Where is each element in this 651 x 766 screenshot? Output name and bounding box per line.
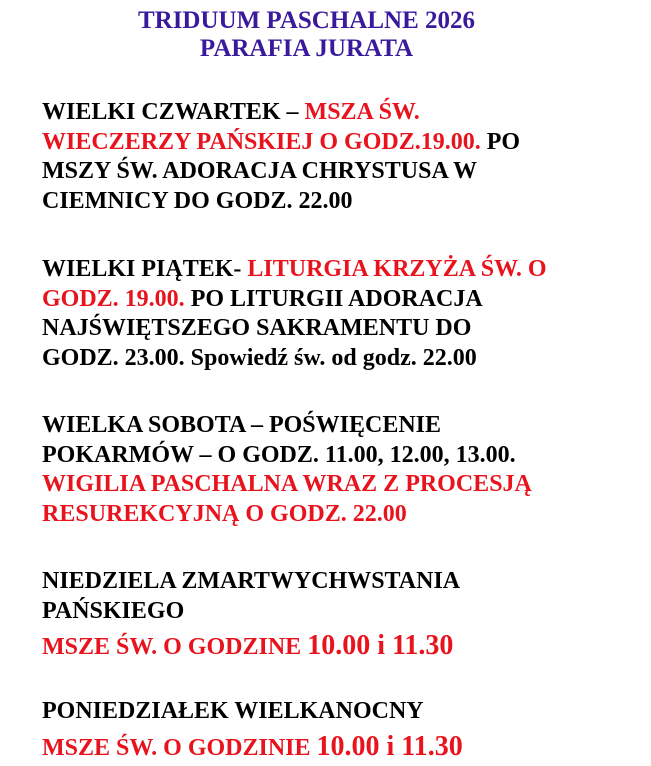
sunday-mass-label: MSZE ŚW. O GODZINE (42, 634, 308, 660)
thursday-line-2 (42, 128, 642, 158)
good-friday-section (42, 255, 642, 373)
thursday-line-4: CIEMNICY DO GODZ. 22.00 (42, 187, 353, 214)
saturday-vigil-line: WIGILIA PASCHALNA WRAZ Z PROCESJĄ (42, 471, 532, 497)
easter-sunday-section (42, 567, 642, 665)
thursday-day-label: WIELKI CZWARTEK – (42, 99, 305, 125)
friday-line-3: NAJŚWIĘTSZEGO SAKRAMENTU DO (42, 315, 472, 341)
thursday-mass-label: MSZA ŚW. (304, 99, 420, 125)
friday-day-label: WIELKI PIĄTEK- (42, 256, 248, 282)
saturday-line-1: WIELKA SOBOTA – POŚWIĘCENIE (42, 412, 441, 438)
holy-saturday-section (42, 411, 642, 529)
friday-line-2 (42, 285, 642, 315)
monday-mass-line (42, 729, 642, 766)
monday-mass-times: 10.00 i 11.30 (316, 730, 463, 762)
thursday-line-1 (42, 98, 642, 128)
friday-line-1 (42, 255, 642, 285)
friday-adoration-label: PO LITURGII ADORACJA (184, 285, 483, 312)
sunday-mass-line (42, 628, 642, 665)
thursday-line-3: MSZY ŚW. ADORACJA CHRYSTUSA W (42, 158, 478, 184)
parish-name: PARAFIA JURATA (199, 35, 414, 62)
friday-liturgy-time: GODZ. 19.00. (42, 285, 185, 312)
thursday-mass-time: WIECZERZY PAŃSKIEJ O GODZ.19.00. (42, 128, 481, 155)
saturday-line-2: POKARMÓW – O GODZ. 11.00, 12.00, 13.00. (42, 441, 516, 468)
thursday-after-label: PO (480, 128, 521, 155)
friday-liturgy-label: LITURGIA KRZYŻA ŚW. O (247, 256, 547, 282)
monday-line-1: PONIEDZIAŁEK WIELKANOCNY (42, 698, 424, 724)
page-title: TRIDUUM PASCHALNE 2026 (137, 7, 476, 34)
saturday-vigil-time: RESUREKCYJNĄ O GODZ. 22.00 (42, 500, 407, 527)
sunday-line-2: PAŃSKIEGO (42, 597, 185, 624)
easter-monday-section (42, 697, 642, 766)
sunday-mass-times: 10.00 i 11.30 (307, 630, 454, 661)
monday-mass-label: MSZE ŚW. O GODZINIE (42, 734, 317, 761)
sunday-line-1: NIEDZIELA ZMARTWYCHWSTANIA (42, 568, 461, 594)
friday-line-4: GODZ. 23.00. Spowiedź św. od godz. 22.00 (42, 344, 477, 371)
holy-thursday-section (42, 98, 642, 216)
